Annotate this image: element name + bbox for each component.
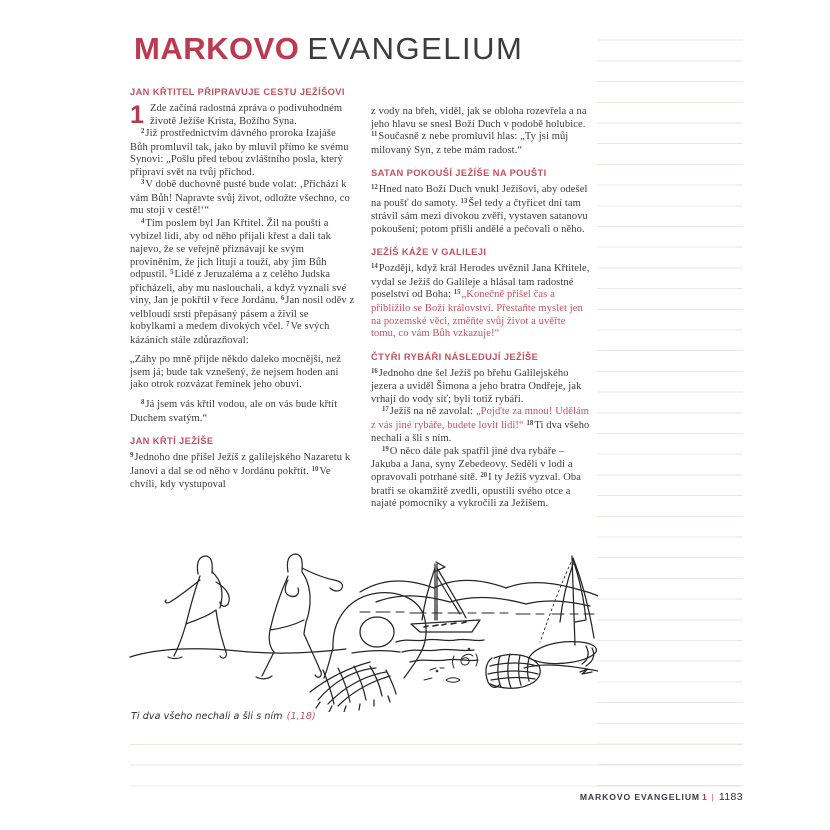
text-columns [130,86,592,511]
body-text: I ty Ježíš vyzval. Oba bratři se okamžitě zvedli, opustili svého otce a najaté pomocníky a vykročili za Ježíšem. [371,472,582,510]
body-text: Současně z nebe promluvil hlas: „Ty jsi můj milovaný Syn, z tebe mám radost.“ [371,131,569,156]
body-text: O něco dále pak spatřil jiné dva rybáře – Jakuba a Jana, syny Zebedeovy. Seděli v lodi a opravovali potrhané sítě. [371,445,573,484]
illustration-fishermen-scene [128,550,598,712]
verse-number: 2 [141,128,145,136]
body-text: z vody na břeh, viděl, jak se obloha rozevřela a na jeho hlavu se snesl Boží Duch v podobě holubice. [371,106,587,130]
body-paragraph [130,128,356,179]
section-heading: JAN KŘTITEL PŘIPRAVUJE CESTU JEŽÍŠOVI [130,87,345,97]
notes-lines-bottom [130,744,743,788]
verse-number: 7 [286,321,290,329]
highlighted-quote-text: „Pojďte za mnou! Udělám z vás jiné rybáře, budete lovit lidi!“ [371,406,590,431]
body-paragraph [130,399,356,425]
verse-number: 13 [460,197,468,205]
verse-number: 3 [141,179,145,187]
body-paragraph [371,368,592,407]
verse-number: 19 [382,445,389,453]
beach-debris-marks [424,648,478,682]
body-text: Jednoho dne šel Ježíš po břehu Galilejského jezera a uviděl Šimona a jeho bratra Ondřeje, jak vrhají do vody síť; byli totiž rybáři. [371,367,582,405]
verse-number: 17 [382,406,389,414]
beached-boat [529,556,596,674]
body-text: Ježíš na ně zavolal: [389,406,476,418]
body-paragraph [371,184,592,236]
body-text: Později, když král Herodes uvěznil Jana Křtitele, vydal se Ježíš do Galileje a hlásal tam radostné poselství od Boha: [371,263,590,301]
body-paragraph [130,103,356,128]
horizon-line [360,612,594,614]
body-paragraph [371,446,592,511]
body-paragraph [130,354,356,392]
page-title-book-word: MARKOVO [134,31,300,66]
body-paragraph [371,106,592,157]
body-text: V době duchovně pusté bude volat: ‚Přichází k vám Bůh! Napravte svůj život, odložte všechno, co mu stojí v cestě!‘“ [130,179,350,217]
sailboat-on-water [396,562,484,662]
chapter-number-dropcap: 1 [130,101,145,129]
body-text: Jan nosil oděv z velbloudí srsti přepásaný pásem a živil se kobylkami a medem divokých včel. [130,295,355,333]
verse-number: 12 [371,184,378,192]
section-heading: SATAN POKOUŠÍ JEŽÍŠE NA POUŠTI [371,168,547,179]
verse-number: 5 [170,269,174,277]
highlighted-quote-text: „Konečně přišel čas a přiblížilo se Boží království. Přestaňte myslet jen na pozemské věci, změňte svůj život a uvěřte tomu, co vám Bůh vzkazuje!“ [371,289,583,340]
body-text: Já jsem vás křtil vodou, ale on vás bude křtít Duchem svatým.“ [130,399,338,424]
notes-lines-right-margin [597,20,743,787]
footer-book-title: MARKOVO EVANGELIUM [579,792,700,802]
fish-basket [486,654,540,688]
verse-number: 9 [130,452,134,460]
verse-number: 4 [141,217,145,225]
body-text: Již prostřednictvím dávného proroka Izajáše Bůh promluvil tak, jako by mluvil přímo ke svému Synovi: „Pošlu před tebou zvláštního posla, který připraví svět na tvůj příchod. [130,128,349,178]
illustration-caption [131,711,316,722]
body-text: Ve svých kázáních stále zdůrazňoval: [130,321,330,346]
walking-figure-1 [165,556,229,659]
left-column [130,86,356,511]
footer-divider: | [711,792,715,802]
body-text: Jednoho dne přišel Ježíš z galilejského Nazaretu k Janovi a dal se od něho v Jordánu pokřtít. [130,452,351,477]
body-text: Ve chvíli, kdy vystupoval [130,465,331,491]
body-text: Lidé z Jeruzaléma a z celého Judska přicházeli, aby mu naslouchali, a když vyznali své viny, Jan je pokřtil v řece Jordánu. [130,269,347,307]
body-text: Šel tedy a čtyřicet dní tam strávil sám mezi divokou zvěří, vystaven satanovu pokoušení; potom přišli andělé a pečovali o něho. [371,197,588,235]
fishing-net [310,593,426,712]
body-text: Zde začíná radostná zpráva o podivuhodném životě Ježíše Krista, Božího Syna. [150,103,343,127]
verse-number: 10 [311,465,319,473]
body-paragraph [130,179,356,218]
right-column [371,86,592,511]
body-paragraph [371,406,592,446]
section-heading: ČTYŘI RYBÁŘI NÁSLEDUJÍ JEŽÍŠE [371,351,539,362]
body-paragraph [130,218,356,347]
page-footer [400,791,743,803]
page-title-gospel-word: EVANGELIUM [307,31,524,66]
footer-chapter-number: 1 [701,792,708,802]
body-paragraph [371,263,592,340]
caption-verse-reference: (1,18) [286,711,316,722]
body-text: Tím poslem byl Jan Křtitel. Žil na poušti a vybízel lidi, aby od něho přijali křest a dali tak najevo, že se veřejně přiznávají ke svým proviněním, že jich litují a touží, aby jim Bůh odpustil. [130,217,331,281]
verse-number: 8 [141,399,145,407]
verse-number: 6 [280,295,285,303]
page-title [134,32,523,66]
body-text: Hned nato Boží Duch vnukl Ježíšovi, aby odešel na poušť do samoty. [371,184,588,209]
verse-number: 15 [453,289,461,297]
footer-page-number: 1183 [718,791,743,803]
section-heading: JEŽÍŠ KÁŽE V GALILEJI [371,247,487,258]
body-text: Ti dva všeho nechali a šli s ním. [371,419,590,445]
body-text: „Záhy po mně přijde někdo daleko mocnější, než jsem já; bude tak vznešený, že nejsem hoden ani jako otrok rozvázat řemínek jeho obuvi. [130,354,342,391]
verse-number: 11 [371,131,378,139]
verse-number: 18 [526,419,534,427]
verse-number: 20 [480,472,488,480]
caption-text: Ti dva všeho nechali a šli s ním [131,711,283,722]
verse-number: 16 [371,367,378,375]
verse-number: 14 [371,263,378,271]
body-paragraph [130,452,356,492]
section-heading: JAN KŘTÍ JEŽÍŠE [130,436,214,447]
